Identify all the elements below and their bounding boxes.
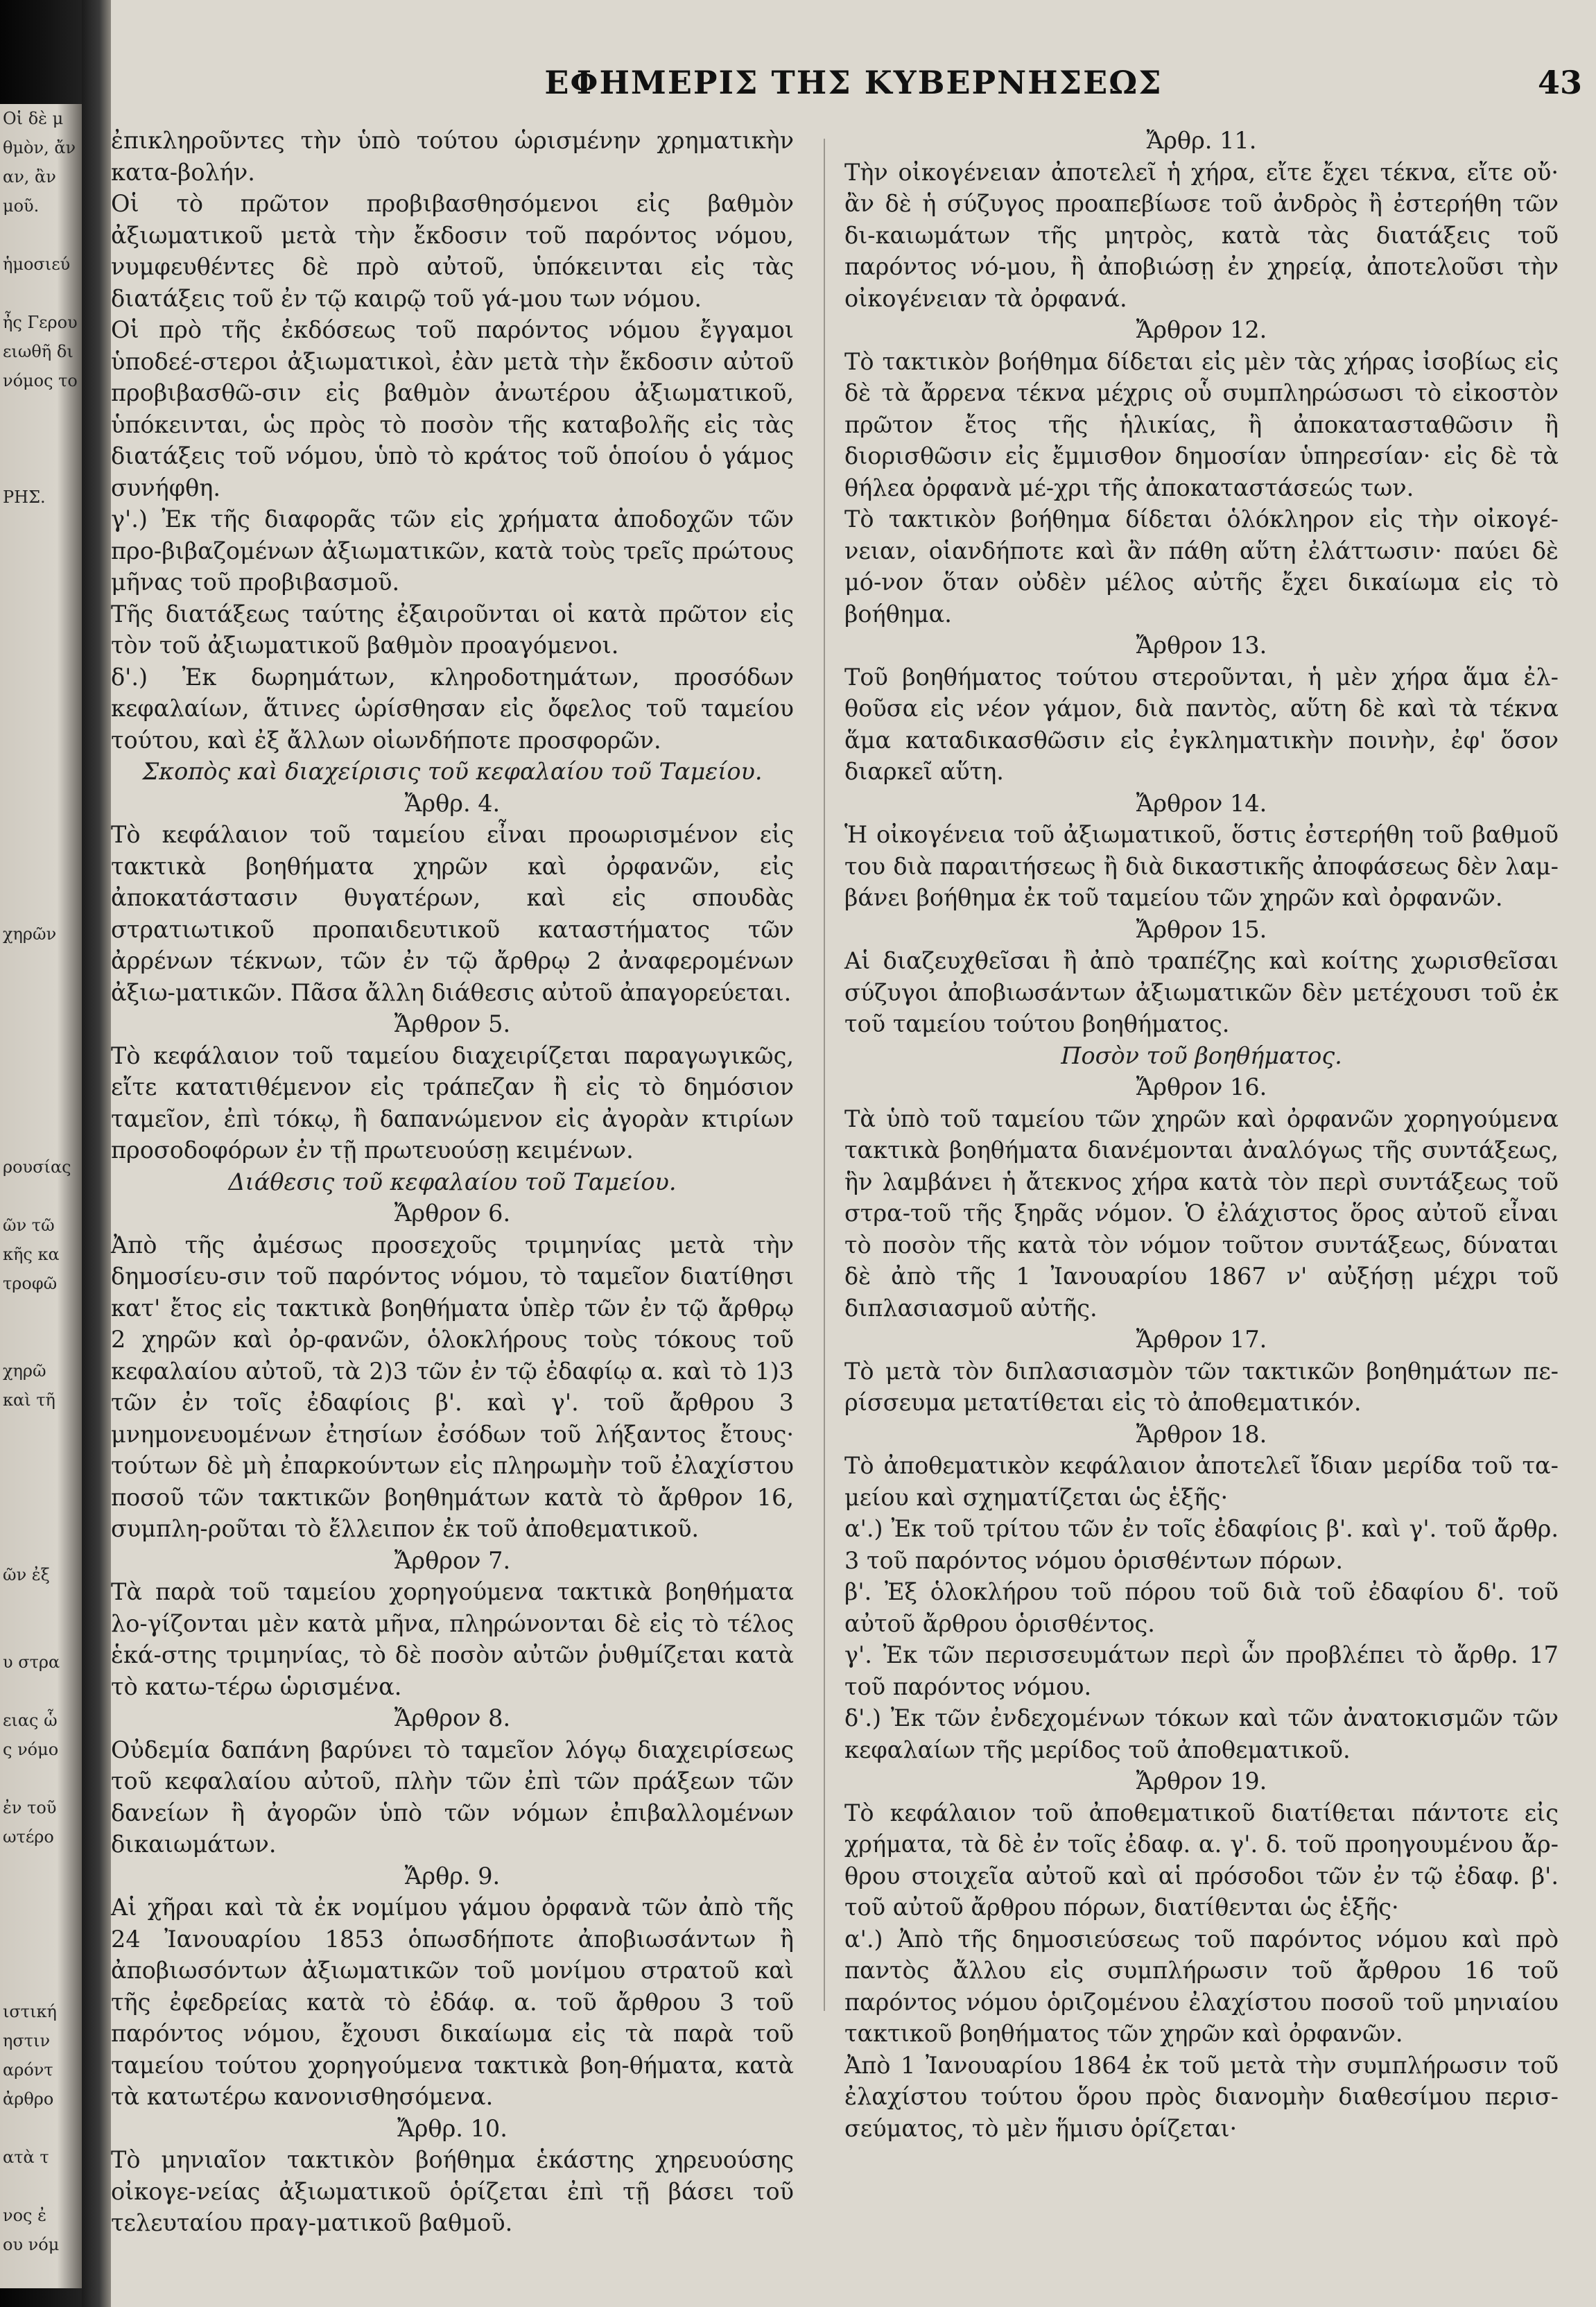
previous-page-fragment: υ στρα (3, 1652, 60, 1672)
previous-page-fragment (0, 978, 82, 1007)
previous-page-fragment (0, 1473, 82, 1502)
previous-page-fragment (0, 1182, 82, 1211)
previous-page-fragment (0, 774, 82, 803)
previous-page-fragment (0, 745, 82, 774)
previous-page-fragment: ρουσίας (3, 1157, 71, 1177)
paragraph: Τὸ τακτικὸν βοήθημα δίδεται ὁλόκληρον εἰς τὴν οἰκογέ-νειαν, οἱανδήποτε καὶ ἂν πάθη αὕτη ἐλάττωσιν· παύει δὲ μό-νον ὅταν οὐδὲν μέλος αὐτῆς ἔχει δικαίωμα εἰς τὸ βοήθημα. (844, 506, 1559, 628)
previous-page-fragment (0, 279, 82, 308)
article-heading: Ἄρθρ. 10. (397, 2114, 508, 2142)
page-header (111, 64, 1596, 112)
previous-page-fragment: ἡμοσιεύ (3, 254, 71, 274)
document-page (111, 0, 1596, 2307)
previous-page-fragment (0, 2172, 82, 2201)
paragraph: ἐπικληροῦντες τὴν ὑπὸ τούτου ὡρισμένην χρηματικὴν κατα-βολήν. (111, 127, 794, 186)
paragraph: Τὸ κεφάλαιον τοῦ ταμείου διαχειρίζεται παραγωγικῶς, εἴτε κατατιθέμενον εἰς τράπεζαν ἢ εἰς τὸ δημόσιον ταμεῖον, ἐπὶ τόκῳ, ἢ δαπανώμενον εἰς ἀγορὰν κτιρίων προσοδοφόρων ἐν τῇ πρωτευούσῃ κειμένων. (111, 1042, 794, 1164)
previous-page-fragment (0, 1502, 82, 1531)
column-divider (824, 139, 825, 2011)
previous-page-fragment: τροφῶ (3, 1274, 58, 1293)
previous-page-fragment (0, 1415, 82, 1444)
section-heading: Σκοπὸς καὶ διαχείρισις τοῦ κεφαλαίου τοῦ Ταμείου. (142, 758, 763, 785)
paragraph: Ἀπὸ 1 Ἰανουαρίου 1864 ἐκ τοῦ μετὰ τὴν συμπλήρωσιν τοῦ ἐλαχίστου τούτου ὅρου πρὸς διανομὴν διαθεσίμου περισ-σεύματος, τὸ μὲν ἥμισυ ὁρίζεται· (844, 2051, 1559, 2142)
section-heading: Διάθεσις τοῦ κεφαλαίου τοῦ Ταμείου. (228, 1168, 677, 1195)
article-heading: Ἄρθρον 8. (394, 1704, 511, 1731)
article-heading: Ἄρθρον 14. (1136, 789, 1267, 817)
previous-page-fragment (0, 1444, 82, 1473)
paragraph: δ'.) Ἐκ τῶν ἐνδεχομένων τόκων καὶ τῶν ἀνατοκισμῶν τῶν κεφαλαίων τῆς μερίδος τοῦ ἀποθεματικοῦ. (844, 1704, 1559, 1763)
previous-page-fragment: νος ἐ (3, 2206, 46, 2225)
previous-page-fragment (0, 453, 82, 483)
previous-page-fragment (0, 221, 82, 250)
previous-page-fragment: αρόντ (3, 2060, 53, 2080)
article-heading: Ἄρθρον 19. (1136, 1768, 1267, 1795)
previous-page-fragment (0, 1939, 82, 1968)
previous-page-fragment: ἦς Γερου (3, 313, 78, 332)
previous-page-fragment (0, 1036, 82, 1065)
previous-page-fragment: ἐν τοῦ (3, 1798, 57, 1817)
previous-page-fragment: ηστιν (3, 2031, 51, 2050)
paragraph: β'. Ἐξ ὁλοκλήρου τοῦ πόρου τοῦ διὰ τοῦ ἐδαφίου δ'. τοῦ αὐτοῦ ἄρθρου ὁρισθέντος. (844, 1578, 1559, 1637)
paragraph: α'.) Ἀπὸ τῆς δημοσιεύσεως τοῦ παρόντος νόμου καὶ πρὸ παντὸς ἄλλου εἰς συμπλήρωσιν τοῦ ἄρθρου 16 τοῦ παρόντος νόμου ὁριζομένου ἐλαχίστου ποσοῦ τοῦ μηνιαίου τακτικοῦ βοηθήματος τῶν χηρῶν καὶ ὀρφανῶν. (844, 1925, 1559, 2047)
paragraph: Τὸ κεφάλαιον τοῦ ἀποθεματικοῦ διατίθεται πάντοτε εἰς χρήματα, τὰ δὲ ἐν τοῖς ἐδαφ. α. γ'. δ. τοῦ προηγουμένου ἄρ-θρου στοιχεῖα αὐτοῦ καὶ αἱ πρόσοδοι τῶν ἐν τῷ ἐδαφ. β'. τοῦ αὐτοῦ ἄρθρου πόρων, διατίθενται ὡς ἑξῆς· (844, 1799, 1559, 1921)
previous-page-fragment (0, 949, 82, 978)
previous-page-fragment (0, 1910, 82, 1939)
right-column (844, 125, 1559, 2144)
previous-page-fragment (0, 716, 82, 745)
previous-page-fragment: ειωθῆ δι (3, 342, 73, 361)
article-heading: Ἄρθρον 18. (1136, 1420, 1267, 1448)
previous-page-fragment (0, 1007, 82, 1036)
previous-page-fragment (0, 1677, 82, 1706)
paragraph: γ'. Ἐκ τῶν περισσευμάτων περὶ ὧν προβλέπει τὸ ἄρθρ. 17 τοῦ παρόντος νόμου. (844, 1641, 1559, 1700)
previous-page-fragment (0, 541, 82, 570)
previous-page-fragment: ειας ὧ (3, 1711, 58, 1730)
previous-page-fragment: ῶν ἐξ (3, 1565, 50, 1584)
previous-page-fragment (0, 1764, 82, 1793)
previous-page-fragment (0, 1881, 82, 1910)
page-title: ΕΦΗΜΕΡΙΣ ΤΗΣ ΚΥΒΕΡΝΗΣΕΩΣ (544, 64, 1163, 101)
page-gutter (82, 0, 111, 2307)
previous-page-fragment: ς νόμο (3, 1740, 59, 1759)
previous-page-fragment: ατὰ τ (3, 2148, 49, 2167)
paragraph: Τὰ ὑπὸ τοῦ ταμείου τῶν χηρῶν καὶ ὀρφανῶν χορηγούμενα τακτικὰ βοηθήματα διανέμονται ἀναλόγως τῆς συντάξεως, ἣν λαμβάνει ἡ ἄτεκνος χήρα κατὰ τὸν περὶ συντάξεως τοῦ στρα-τοῦ τῆς ξηρᾶς νόμον. Ὁ ἐλάχιστος ὅρος αὐτοῦ εἶναι τὸ ποσὸν τῆς κατὰ τὸν νόμον τοῦτον συντάξεως, δύναται δὲ ἀπὸ τῆς 1 Ἰανουαρίου 1867 ν' αὐξήσῃ μέχρι τοῦ διπλασιασμοῦ αὐτῆς. (844, 1105, 1559, 1322)
paragraph: α'.) Ἐκ τοῦ τρίτου τῶν ἐν τοῖς ἐδαφίοις β'. καὶ γ'. τοῦ ἄρθρ. 3 τοῦ παρόντος νόμου ὁρισθέντων πόρων. (844, 1515, 1559, 1574)
article-heading: Ἄρθρον 5. (394, 1010, 511, 1037)
previous-page-fragment (0, 1298, 82, 1327)
paragraph: Τὸ τακτικὸν βοήθημα δίδεται εἰς μὲν τὰς χήρας ἰσοβίως εἰς δὲ τὰ ἄρρενα τέκνα μέχρις οὗ συμπληρώσωσι τὸ εἰκοστὸν πρῶτον ἔτος τῆς ἡλικίας, ἢ ἀποκατασταθῶσιν ἢ διορισθῶσιν εἰς ἔμμισθον δημοσίαν ὑπηρεσίαν· εἰς δὲ τὰ θήλεα ὀρφανὰ μέ-χρι τῆς ἀποκαταστάσεώς των. (844, 347, 1559, 501)
previous-page-fragment (0, 395, 82, 424)
page-number: 43 (1537, 64, 1582, 101)
paragraph: γ'.) Ἐκ τῆς διαφορᾶς τῶν εἰς χρήματα ἀποδοχῶν τῶν προ-βιβαζομένων ἀξιωματικῶν, κατὰ τοὺς τρεῖς πρώτους μῆνας τοῦ προβιβασμοῦ. (111, 506, 794, 596)
previous-page-fragment (0, 424, 82, 453)
article-heading: Ἄρθρον 17. (1136, 1326, 1267, 1353)
previous-page-fragment (0, 599, 82, 628)
previous-page-fragment (0, 1327, 82, 1356)
article-heading: Ἄρθρον 15. (1136, 915, 1267, 943)
paragraph: Οἱ τὸ πρῶτον προβιβασθησόμενοι εἰς βαθμὸν ἀξιωματικοῦ μετὰ τὴν ἔκδοσιν τοῦ παρόντος νόμου, νυμφευθέντες δὲ πρὸ αὐτοῦ, ὑπόκεινται εἰς τὰς διατάξεις τοῦ ἐν τῷ καιρῷ τοῦ γά-μου των νόμου. (111, 190, 794, 312)
previous-page-fragment (0, 803, 82, 832)
article-heading: Ἄρθρ. 4. (404, 789, 501, 817)
previous-page-fragment (0, 1094, 82, 1123)
article-heading: Ἄρθρον 7. (394, 1546, 511, 1574)
previous-page-fragment: ΡΗΣ. (3, 487, 46, 507)
previous-page-fragment (0, 1065, 82, 1094)
paragraph: Αἱ διαζευχθεῖσαι ἢ ἀπὸ τραπέζης καὶ κοίτης χωρισθεῖσαι σύζυγοι ἀποβιωσάντων ἀξιωματικῶν δὲν μετέχουσι τοῦ ἐκ τοῦ ταμείου τούτου βοηθήματος. (844, 947, 1559, 1037)
previous-page-fragment (0, 1618, 82, 1648)
paragraph: Οἱ πρὸ τῆς ἐκδόσεως τοῦ παρόντος νόμου ἔγγαμοι ὑποδεέ-στεροι ἀξιωματικοὶ, ἐὰν μετὰ τὴν ἔκδοσιν αὐτοῦ προβιβασθῶ-σιν εἰς βαθμὸν ἀνωτέρου ἀξιωματικοῦ, ὑπόκεινται, ὡς πρὸς τὸ ποσὸν τῆς καταβολῆς εἰς τὰς διατάξεις τοῦ νόμου, ὑπὸ τὸ κράτος τοῦ ὁποίου ὁ γάμος συνήφθη. (111, 316, 794, 501)
previous-page-edge (0, 104, 82, 2288)
previous-page-fragment: χηρῶ (3, 1361, 46, 1381)
previous-page-fragment (0, 861, 82, 890)
paragraph: Τῆς διατάξεως ταύτης ἐξαιροῦνται οἱ κατὰ πρῶτον εἰς τὸν τοῦ ἀξιωματικοῦ βαθμὸν προαγόμενοι. (111, 600, 794, 659)
paragraph: Οὐδεμία δαπάνη βαρύνει τὸ ταμεῖον λόγῳ διαχειρίσεως τοῦ κεφαλαίου αὐτοῦ, πλὴν τῶν ἐπὶ τῶν πράξεων τῶν δανείων ἢ ἀγορῶν ὑπὸ τῶν νόμων ἐπιβαλλομένων δικαιωμάτων. (111, 1736, 794, 1858)
paragraph: Τὴν οἰκογένειαν ἀποτελεῖ ἡ χήρα, εἴτε ἔχει τέκνα, εἴτε οὔ· ἂν δὲ ἡ σύζυγος προαπεβίωσε τοῦ ἀνδρὸς ἢ ἐστερήθη τῶν δι-καιωμάτων τῆς μητρὸς, κατὰ τὰς διατάξεις τοῦ παρόντος νό-μου, ἢ ἀποβιώσῃ ἐν χηρείᾳ, ἀποτελοῦσι τὴν οἰκογένειαν τὰ ὀρφανά. (844, 158, 1559, 312)
previous-page-fragment (0, 1531, 82, 1560)
previous-page-fragment (0, 832, 82, 861)
article-heading: Ἄρθρον 6. (394, 1200, 511, 1227)
paragraph: δ'.) Ἐκ δωρημάτων, κληροδοτημάτων, προσόδων κεφαλαίων, ἅτινες ὡρίσθησαν εἰς ὄφελος τοῦ ταμείου τούτου, καὶ ἐξ ἄλλων οἱωνδήποτε προσφορῶν. (111, 663, 794, 754)
previous-page-fragment (0, 1968, 82, 1997)
previous-page-fragment (0, 1589, 82, 1618)
previous-page-fragment (0, 890, 82, 919)
previous-page-fragment (0, 686, 82, 716)
paragraph: Τὸ μηνιαῖον τακτικὸν βοήθημα ἑκάστης χηρευούσης οἰκογε-νείας ἀξιωματικοῦ ὁρίζεται ἐπὶ τῇ βάσει τοῦ τελευταίου πραγ-ματικοῦ βαθμοῦ. (111, 2146, 794, 2236)
section-heading: Ποσὸν τοῦ βοηθήματος. (1061, 1042, 1342, 1069)
paragraph: Τοῦ βοηθήματος τούτου στεροῦνται, ἡ μὲν χήρα ἅμα ἐλ-θοῦσα εἰς νέον γάμον, διὰ παντὸς, αὕτη δὲ καὶ τὰ τέκνα ἅμα καταδικασθῶσιν εἰς ἐγκληματικὴν ποινὴν, ἐφ' ὅσον διαρκεῖ αὕτη. (844, 663, 1559, 785)
previous-page-fragment: θμὸν, ἄν (3, 138, 76, 157)
previous-page-fragment: ιστική (3, 2002, 57, 2021)
previous-page-fragment: νόμος το (3, 371, 78, 390)
previous-page-fragment: καὶ τῆ (3, 1390, 55, 1410)
paragraph: Τὰ παρὰ τοῦ ταμείου χορηγούμενα τακτικὰ βοηθήματα λο-γίζονται μὲν κατὰ μῆνα, πληρώνονται δὲ εἰς τὸ τέλος ἑκά-στης τριμηνίας, τὸ δὲ ποσὸν αὐτῶν ῥυθμίζεται κατὰ τὸ κατω-τέρω ὡρισμένα. (111, 1578, 794, 1700)
previous-page-fragment: ἀρθρο (3, 2089, 54, 2109)
left-column (111, 125, 794, 2239)
paragraph: Τὸ μετὰ τὸν διπλασιασμὸν τῶν τακτικῶν βοηθημάτων πε-ρίσσευμα μετατίθεται εἰς τὸ ἀποθεματικόν. (844, 1357, 1559, 1416)
previous-page-fragment (0, 628, 82, 657)
paragraph: Τὸ ἀποθεματικὸν κεφάλαιον ἀποτελεῖ ἴδιαν μερίδα τοῦ τα-μείου καὶ σχηματίζεται ὡς ἑξῆς· (844, 1452, 1559, 1511)
previous-page-fragment (0, 1123, 82, 1152)
previous-page-fragment: αν, ἂν (3, 167, 56, 187)
previous-page-fragment: μοῦ. (3, 196, 40, 216)
previous-page-fragment (0, 512, 82, 541)
previous-page-fragment (0, 2114, 82, 2143)
previous-page-fragment: χηρῶν (3, 924, 57, 944)
paragraph: Αἱ χῆραι καὶ τὰ ἐκ νομίμου γάμου ὀρφανὰ τῶν ἀπὸ τῆς 24 Ἰανουαρίου 1853 ὁπωσδήποτε ἀποβιωσάντων ἢ ἀποβιωσόντων ἀξιωματικῶν τοῦ μονίμου στρατοῦ καὶ τῆς ἐφεδρείας κατὰ τὸ ἐδάφ. α. τοῦ ἄρθρου 3 τοῦ παρόντος νόμου, ἔχουσι δικαίωμα εἰς τὰ παρὰ τοῦ ταμείου τούτου χορηγούμενα τακτικὰ βοη-θήματα, κατὰ τὰ κατωτέρω κανονισθησόμενα. (111, 1894, 794, 2110)
previous-page-fragment (0, 657, 82, 686)
article-heading: Ἄρθρον 13. (1136, 632, 1267, 659)
previous-page-fragment: ου νόμ (3, 2235, 60, 2254)
previous-page-fragment (0, 1851, 82, 1881)
article-heading: Ἄρθρ. 11. (1146, 127, 1257, 154)
article-heading: Ἄρθρ. 9. (404, 1862, 501, 1890)
paragraph: Ἀπὸ τῆς ἀμέσως προσεχοῦς τριμηνίας μετὰ τὴν δημοσίευ-σιν τοῦ παρόντος νόμου, τὸ ταμεῖον διατίθησι κατ' ἔτος εἰς τακτικὰ βοηθήματα ὑπὲρ τῶν ἐν τῷ ἄρθρῳ 2 χηρῶν καὶ ὀρ-φανῶν, ὁλοκλήρους τοὺς τόκους τοῦ κεφαλαίου αὐτοῦ, τὰ 2)3 τῶν ἐν τῷ ἐδαφίῳ α. καὶ τὸ 1)3 τῶν ἐν τοῖς ἐδαφίοις β'. καὶ γ'. τοῦ ἄρθρου 3 μνημονευομένων ἐτησίων ἐσόδων τοῦ λήξαντος ἔτους· τούτων δὲ μὴ ἐπαρκούντων εἰς πληρωμὴν τοῦ ἐλαχίστου ποσοῦ τῶν τακτικῶν βοηθημάτων κατὰ τὸ ἄρθρον 16, συμπλη-ροῦται τὸ ἔλλειπον ἐκ τοῦ ἀποθεματικοῦ. (111, 1231, 794, 1542)
paragraph: Τὸ κεφάλαιον τοῦ ταμείου εἶναι προωρισμένον εἰς τακτικὰ βοηθήματα χηρῶν καὶ ὀρφανῶν, εἰς ἀποκατάστασιν θυγατέρων, καὶ εἰς σπουδὰς στρατιωτικοῦ προπαιδευτικοῦ καταστήματος τῶν ἀρρένων τέκνων, τῶν ἐν τῷ ἄρθρῳ 2 ἀναφερομένων ἀξιω-ματικῶν. Πᾶσα ἄλλη διάθεσις αὐτοῦ ἀπαγορεύεται. (111, 821, 794, 1006)
previous-page-fragment: ωτέρο (3, 1827, 54, 1847)
previous-page-fragment: Οἱ δὲ μ (3, 109, 64, 128)
previous-page-fragment: κῆς κα (3, 1245, 60, 1264)
article-heading: Ἄρθρον 16. (1136, 1073, 1267, 1100)
previous-page-fragment: ῶν τῶ (3, 1216, 55, 1235)
previous-page-fragment (0, 570, 82, 599)
article-heading: Ἄρθρον 12. (1136, 316, 1267, 343)
paragraph: Ἡ οἰκογένεια τοῦ ἀξιωματικοῦ, ὅστις ἐστερήθη τοῦ βαθμοῦ του διὰ παραιτήσεως ἢ διὰ δικαστικῆς ἀποφάσεως δὲν λαμ-βάνει βοήθημα ἐκ τοῦ ταμείου τῶν χηρῶν καὶ ὀρφανῶν. (844, 821, 1559, 911)
